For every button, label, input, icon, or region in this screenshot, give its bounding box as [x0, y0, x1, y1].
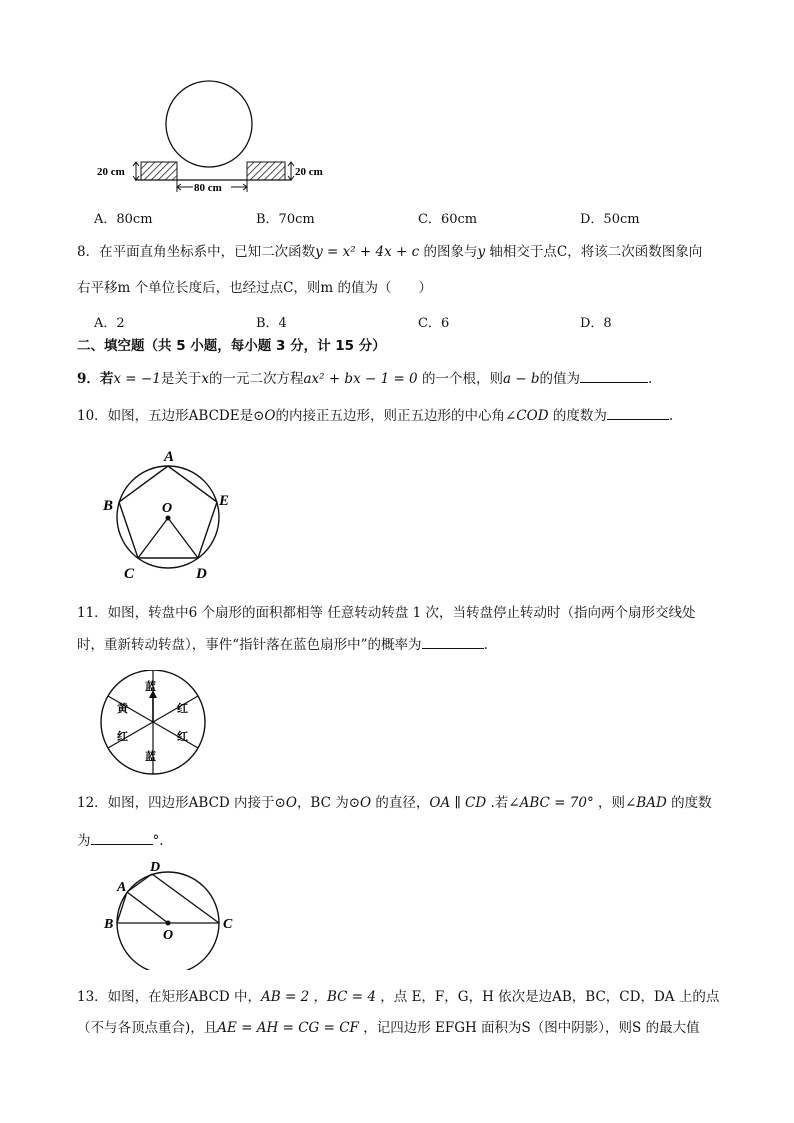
q10-text-b: 的内接正五边形，则正五边形的中心角 — [275, 408, 505, 424]
q7-bottom-label: 80 cm — [194, 182, 222, 194]
q9-text-b: 是关于 — [160, 371, 202, 387]
q10-label-c: C — [124, 566, 135, 582]
q10-text-c: 的度数为 — [548, 408, 607, 424]
q12-label-c: C — [223, 917, 233, 932]
q11-sector-top: 蓝 — [145, 681, 156, 693]
q10-line — [77, 405, 673, 426]
q12-text-e: ，则 — [593, 795, 625, 811]
q12-line2-text: 为 — [77, 833, 91, 849]
q9-eq2: ax² + bx − 1 = 0 — [303, 371, 418, 387]
q13-text-b: ， — [309, 989, 327, 1005]
q9-eq3: a − b — [502, 371, 540, 387]
q12-label-b: B — [104, 917, 114, 932]
q8-text-a: 8．在平面直角坐标系中，已知二次函数 — [77, 244, 316, 260]
q12-text-b: ，BC 为⊙ — [296, 795, 361, 811]
section2-title: 二、填空题（共 5 小题，每小题 3 分，计 15 分） — [77, 338, 386, 354]
q11-sector-upper-right: 红 — [177, 703, 188, 715]
q12-angle-bad: ∠BAD — [625, 795, 667, 811]
q7-circle — [166, 81, 252, 167]
q8-line2: 右平移m 个单位长度后，也经过点C，则m 的值为（ ） — [77, 280, 433, 296]
q11-line2 — [77, 634, 488, 655]
q10-label-d: D — [196, 566, 207, 582]
q12-label-d: D — [150, 860, 161, 875]
q9-line — [77, 368, 652, 389]
q11-end: . — [483, 637, 488, 653]
q8-line1 — [77, 242, 702, 262]
q11-answer-blank[interactable] — [422, 634, 484, 649]
q13-line2-text-a: （不与各顶点重合)，且 — [77, 1020, 218, 1036]
q9-text-e: 的值为 — [539, 371, 581, 387]
q7-left-block — [141, 162, 177, 180]
q12-line2 — [77, 830, 164, 851]
q13-text-a: 13．如图，在矩形ABCD 中， — [77, 989, 262, 1005]
q8-text-b: 的图象与 — [419, 244, 478, 260]
q10-text-a: 10．如图，五边形ABCDE是⊙ — [77, 408, 265, 424]
q12-line1 — [77, 793, 712, 813]
q8-text-c: 轴相交于点C，将该二次函数图象向 — [485, 244, 703, 260]
q7-right-label: 20 cm — [295, 166, 323, 178]
q11-sector-bottom: 蓝 — [145, 751, 156, 763]
q11-text: 时，重新转动转盘），事件“指针落在蓝色扇形中”的概率为 — [77, 637, 422, 653]
q11-figure — [98, 670, 210, 775]
q12-parallel: OA ∥ CD — [429, 795, 487, 811]
q9-text-a: 9．若 — [77, 371, 114, 387]
q8-option-a: A．2 — [94, 316, 125, 331]
q13-line1 — [77, 987, 719, 1007]
q11-line1: 11．如图，转盘中6 个扇形的面积都相等 任意转动转盘 1 次，当转盘停止转动时（指向两个扇形交线处 — [77, 605, 696, 621]
q12-answer-blank[interactable] — [91, 830, 153, 845]
q8-option-d: D．8 — [580, 316, 612, 331]
q12-label-o: O — [163, 928, 174, 943]
q9-end: . — [648, 371, 653, 387]
q7-right-block — [247, 162, 285, 180]
q11-sector-upper-left: 黄 — [117, 703, 128, 715]
q10-label-e: E — [219, 493, 230, 509]
q9-eq1: x = −1 — [113, 371, 161, 387]
q13-line2-text-b: ，记四边形 EFGH 面积为S（图中阴影），则S 的最大值 — [358, 1020, 700, 1036]
q13-eq-bc: BC = 4 — [327, 989, 376, 1005]
q12-text-a: 12．如图，四边形ABCD 内接于⊙ — [77, 795, 286, 811]
q7-option-b: B．70cm — [256, 212, 315, 227]
q11-sector-lower-right: 红 — [177, 731, 188, 743]
q12-text-c: 的直径， — [371, 795, 430, 811]
q8-var-y: y — [477, 244, 486, 260]
q12-angle-abc: ∠ABC = 70° — [508, 795, 594, 811]
q9-text-d: 的一个根，则 — [417, 371, 503, 387]
q10-angle: ∠COD — [505, 408, 549, 424]
q10-label-a: A — [164, 449, 175, 465]
q13-line2 — [77, 1018, 700, 1038]
q10-end: . — [668, 408, 674, 424]
q7-option-c: C．60cm — [418, 212, 478, 227]
q8-option-c: C．6 — [418, 316, 450, 331]
q7-option-a: A．80cm — [94, 212, 153, 227]
q12-label-a: A — [117, 880, 127, 895]
q12-o2: O — [360, 795, 372, 811]
q12-figure — [100, 858, 245, 970]
q10-figure — [100, 445, 240, 585]
q7-figure — [95, 80, 345, 200]
q7-left-label: 20 cm — [97, 166, 125, 178]
q9-var-x: x — [201, 371, 209, 387]
q8-option-b: B．4 — [256, 316, 287, 331]
q8-formula: y = x² + 4x + c — [315, 244, 420, 260]
q13-text-c: ，点 E，F，G，H 依次是边AB，BC，CD，DA 上的点 — [375, 989, 720, 1005]
q10-var-o: O — [264, 408, 276, 424]
q12-o1: O — [285, 795, 297, 811]
q10-label-o: O — [162, 501, 173, 516]
q12-text-f: 的度数 — [666, 795, 712, 811]
q7-option-d: D．50cm — [580, 212, 640, 227]
q13-eq-ab: AB = 2 — [261, 989, 310, 1005]
q10-answer-blank[interactable] — [607, 405, 669, 420]
q9-answer-blank[interactable] — [580, 368, 648, 383]
q11-sector-lower-left: 红 — [117, 731, 128, 743]
q12-text-d: .若 — [486, 795, 509, 811]
q13-eq-equal: AE = AH = CG = CF — [217, 1020, 359, 1036]
q10-label-b: B — [103, 498, 114, 514]
q9-text-c: 的一元二次方程 — [208, 371, 304, 387]
q12-line2-end: °. — [152, 833, 164, 849]
